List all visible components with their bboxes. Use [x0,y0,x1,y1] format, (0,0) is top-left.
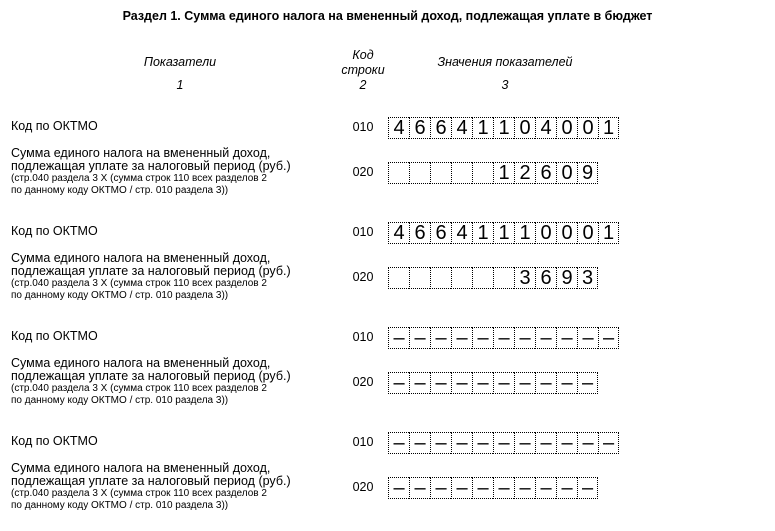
oktmo-digit-cell[interactable]: – [430,432,451,454]
oktmo-digit-cell[interactable]: – [598,432,619,454]
oktmo-label: Код по ОКТМО [11,119,98,133]
oktmo-digit-cell[interactable]: – [451,432,472,454]
oktmo-cells [388,117,619,139]
tax-sum-digit-cell[interactable]: 6 [535,267,556,289]
oktmo-digit-cell[interactable]: 1 [598,222,619,244]
oktmo-digit-cell[interactable]: 1 [598,117,619,139]
oktmo-digit-cell[interactable]: – [556,432,577,454]
tax-sum-digit-cell[interactable] [472,267,493,289]
tax-sum-digit-cell[interactable] [409,267,430,289]
oktmo-digit-cell[interactable]: 1 [472,117,493,139]
oktmo-cells [388,432,619,454]
line-code-010: 010 [352,120,374,134]
oktmo-digit-cell[interactable]: 0 [535,222,556,244]
tax-sum-label-line1: Сумма единого налога на вмененный доход, [11,146,271,160]
tax-sum-digit-cell[interactable]: 1 [493,162,514,184]
tax-sum-digit-cell[interactable] [430,162,451,184]
tax-sum-label-line2: подлежащая уплате за налоговый период (руб.) [11,264,291,278]
line-code-010: 010 [352,330,374,344]
tax-sum-label-line1: Сумма единого налога на вмененный доход, [11,356,271,370]
oktmo-digit-cell[interactable]: 1 [493,117,514,139]
line-code-020: 020 [352,375,374,389]
line-code-010: 010 [352,435,374,449]
tax-sum-label-line2: подлежащая уплате за налоговый период (руб.) [11,159,291,173]
tax-sum-digit-cell[interactable]: – [388,372,409,394]
column-header-code-line2: строки [341,63,385,77]
oktmo-cells [388,327,619,349]
tax-sum-digit-cell[interactable]: – [430,477,451,499]
oktmo-digit-cell[interactable]: 1 [472,222,493,244]
tax-sum-digit-cell[interactable]: 3 [514,267,535,289]
oktmo-digit-cell[interactable]: – [535,327,556,349]
tax-sum-digit-cell[interactable]: 2 [514,162,535,184]
tax-sum-note-line2: по данному коду ОКТМО / стр. 010 раздела 3)) [11,185,229,196]
tax-sum-digit-cell[interactable]: – [514,477,535,499]
oktmo-label: Код по ОКТМО [11,224,98,238]
tax-sum-cells [388,477,598,499]
oktmo-digit-cell[interactable]: 4 [388,222,409,244]
tax-sum-digit-cell[interactable]: – [556,372,577,394]
tax-sum-note-line1: (стр.040 раздела 3 Х (сумма строк 110 всех разделов 2 [11,488,267,499]
oktmo-digit-cell[interactable]: 6 [409,117,430,139]
tax-sum-digit-cell[interactable]: – [577,372,598,394]
tax-sum-digit-cell[interactable]: 9 [577,162,598,184]
oktmo-digit-cell[interactable]: – [535,432,556,454]
tax-sum-digit-cell[interactable]: – [577,477,598,499]
tax-sum-digit-cell[interactable] [493,267,514,289]
oktmo-cells [388,222,619,244]
oktmo-digit-cell[interactable]: – [577,432,598,454]
tax-sum-note-line2: по данному коду ОКТМО / стр. 010 раздела 3)) [11,290,229,301]
tax-sum-digit-cell[interactable]: – [535,477,556,499]
tax-sum-digit-cell[interactable]: – [493,477,514,499]
oktmo-digit-cell[interactable]: – [577,327,598,349]
tax-sum-cells [388,267,598,289]
tax-sum-label [11,147,291,197]
oktmo-digit-cell[interactable]: – [493,432,514,454]
oktmo-digit-cell[interactable]: – [514,327,535,349]
tax-sum-digit-cell[interactable] [472,162,493,184]
oktmo-label: Код по ОКТМО [11,329,98,343]
oktmo-digit-cell[interactable]: – [430,327,451,349]
column-number-1: 1 [176,78,184,92]
tax-sum-digit-cell[interactable]: – [556,477,577,499]
oktmo-digit-cell[interactable]: 1 [514,222,535,244]
tax-sum-digit-cell[interactable]: – [430,372,451,394]
tax-sum-digit-cell[interactable]: – [388,477,409,499]
line-code-020: 020 [352,270,374,284]
tax-sum-digit-cell[interactable] [451,267,472,289]
line-code-020: 020 [352,480,374,494]
oktmo-digit-cell[interactable]: 4 [388,117,409,139]
line-code-020: 020 [352,165,374,179]
tax-sum-digit-cell[interactable] [388,162,409,184]
oktmo-digit-cell[interactable]: 0 [556,117,577,139]
oktmo-digit-cell[interactable]: – [451,327,472,349]
oktmo-digit-cell[interactable]: – [514,432,535,454]
oktmo-digit-cell[interactable]: 1 [493,222,514,244]
tax-sum-digit-cell[interactable] [451,162,472,184]
tax-sum-digit-cell[interactable]: – [409,477,430,499]
oktmo-digit-cell[interactable]: 4 [535,117,556,139]
line-code-010: 010 [352,225,374,239]
tax-sum-note-line1: (стр.040 раздела 3 Х (сумма строк 110 всех разделов 2 [11,173,267,184]
oktmo-digit-cell[interactable]: – [472,327,493,349]
tax-sum-note-line1: (стр.040 раздела 3 Х (сумма строк 110 всех разделов 2 [11,383,267,394]
oktmo-digit-cell[interactable]: – [493,327,514,349]
tax-sum-label [11,252,291,302]
tax-sum-digit-cell[interactable] [409,162,430,184]
oktmo-digit-cell[interactable]: 0 [577,117,598,139]
oktmo-digit-cell[interactable]: 0 [577,222,598,244]
oktmo-digit-cell[interactable]: – [556,327,577,349]
tax-sum-label [11,357,291,407]
tax-sum-digit-cell[interactable] [388,267,409,289]
oktmo-digit-cell[interactable]: 4 [451,117,472,139]
oktmo-digit-cell[interactable]: 6 [430,117,451,139]
tax-sum-digit-cell[interactable]: – [451,372,472,394]
tax-sum-digit-cell[interactable]: – [493,372,514,394]
tax-sum-cells [388,162,598,184]
oktmo-digit-cell[interactable]: 0 [514,117,535,139]
tax-sum-label-line2: подлежащая уплате за налоговый период (руб.) [11,474,291,488]
section-title: Раздел 1. Сумма единого налога на вмененный доход, подлежащая уплате в бюджет [122,9,653,23]
tax-sum-digit-cell[interactable]: – [535,372,556,394]
oktmo-digit-cell[interactable]: – [388,432,409,454]
tax-sum-digit-cell[interactable]: 3 [577,267,598,289]
column-header-indicators: Показатели [143,55,217,69]
oktmo-label: Код по ОКТМО [11,434,98,448]
tax-sum-digit-cell[interactable] [430,267,451,289]
tax-sum-label-line1: Сумма единого налога на вмененный доход, [11,251,271,265]
tax-sum-digit-cell[interactable]: 9 [556,267,577,289]
column-header-values: Значения показателей [437,55,573,69]
tax-sum-cells [388,372,598,394]
oktmo-digit-cell[interactable]: 0 [556,222,577,244]
oktmo-digit-cell[interactable]: 4 [451,222,472,244]
column-number-2: 2 [359,78,367,92]
tax-sum-note-line2: по данному коду ОКТМО / стр. 010 раздела 3)) [11,395,229,406]
tax-sum-label-line1: Сумма единого налога на вмененный доход, [11,461,271,475]
oktmo-digit-cell[interactable]: 6 [409,222,430,244]
column-number-3: 3 [501,78,509,92]
tax-sum-note-line2: по данному коду ОКТМО / стр. 010 раздела 3)) [11,500,229,511]
tax-sum-digit-cell[interactable]: – [514,372,535,394]
column-header-code-line1: Код [352,48,374,62]
tax-sum-digit-cell[interactable]: – [451,477,472,499]
tax-sum-digit-cell[interactable]: – [472,477,493,499]
tax-sum-digit-cell[interactable]: – [472,372,493,394]
tax-sum-digit-cell[interactable]: 0 [556,162,577,184]
tax-sum-note-line1: (стр.040 раздела 3 Х (сумма строк 110 всех разделов 2 [11,278,267,289]
tax-sum-digit-cell[interactable]: 6 [535,162,556,184]
oktmo-digit-cell[interactable]: – [388,327,409,349]
tax-sum-label-line2: подлежащая уплате за налоговый период (руб.) [11,369,291,383]
tax-sum-label [11,462,291,512]
oktmo-digit-cell[interactable]: – [598,327,619,349]
oktmo-digit-cell[interactable]: 6 [430,222,451,244]
oktmo-digit-cell[interactable]: – [409,327,430,349]
oktmo-digit-cell[interactable]: – [409,432,430,454]
tax-sum-digit-cell[interactable]: – [409,372,430,394]
oktmo-digit-cell[interactable]: – [472,432,493,454]
